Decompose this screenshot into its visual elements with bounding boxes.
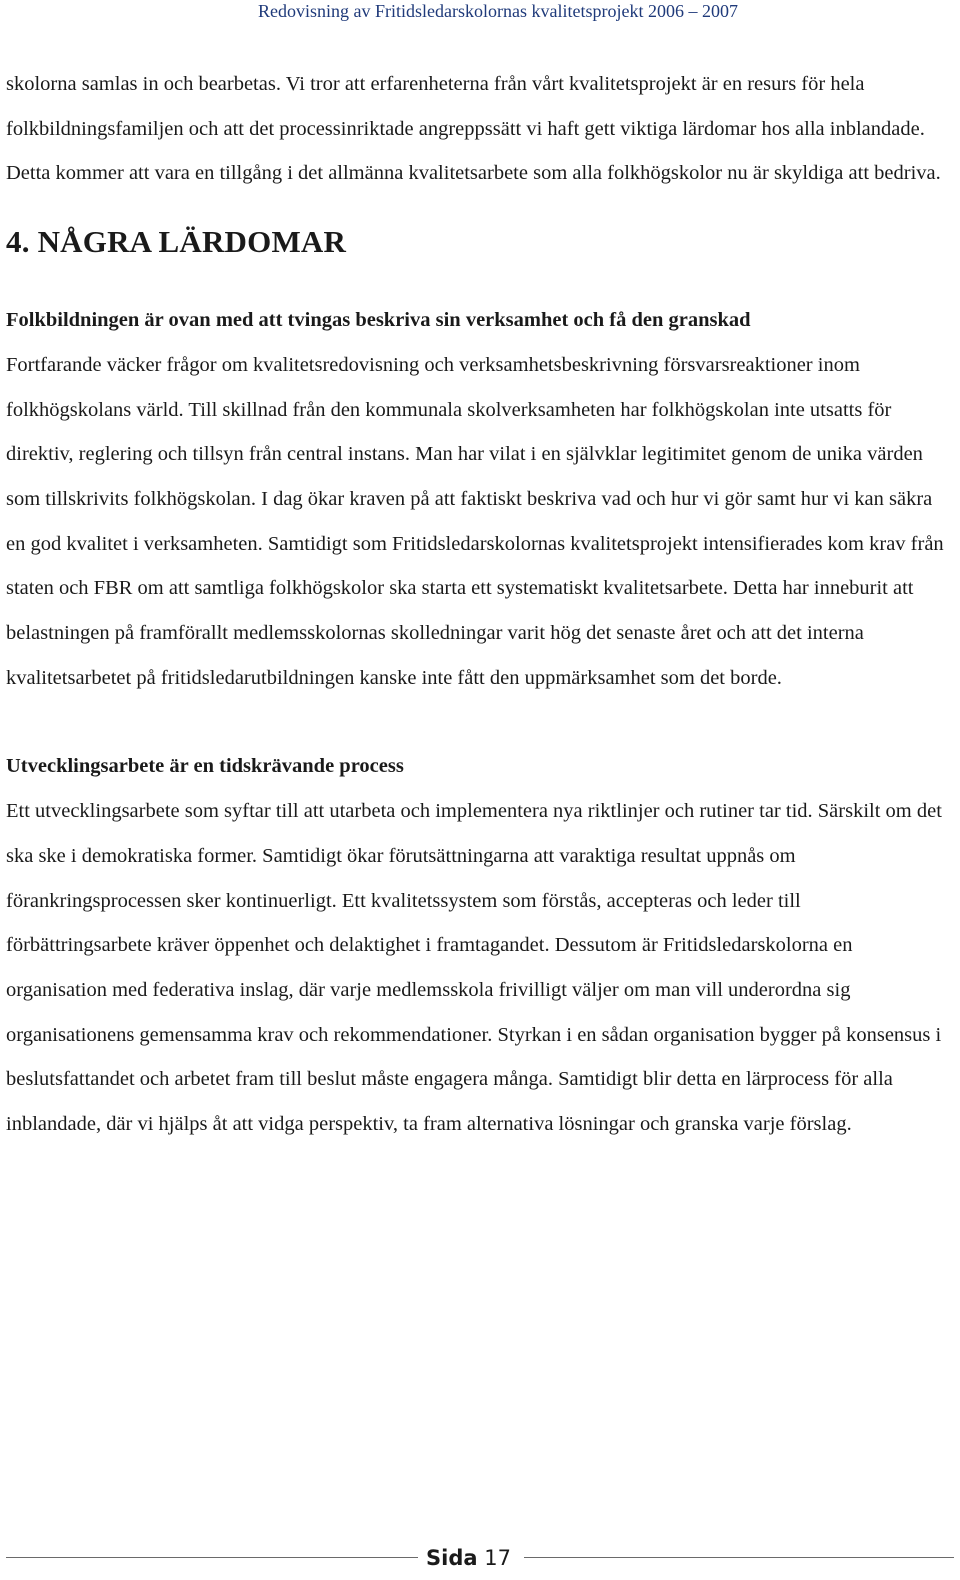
footer-rule-left bbox=[6, 1557, 418, 1558]
footer-rule-right bbox=[524, 1557, 954, 1558]
subsection-body-1: Fortfarande väcker frågor om kvalitetsredovisning och verksamhetsbeskrivning försvarsreaktioner inom folkhögskolans värld. Till skillnad från den kommunala skolverksamheten har folkhögskolan inte utsatts för direktiv, reglering och tillsyn från central instans. Man har vilat i en självklar legitimitet genom de unika värden som tillskrivits folkhögskolan. I dag ökar kraven på att faktiskt beskriva vad och hur vi gör samt hur vi kan säkra en god kvalitet i verksamheten. Samtidigt som Fritidsledarskolornas kvalitetsprojekt intensifierades kom krav från staten och FBR om att samtliga folkhögskolor ska starta ett systematiskt kvalitetsarbete. Detta har inneburit att belastningen på framförallt medlemsskolornas skolledningar varit hög det senaste året och att det interna kvalitetsarbetet på fritidsledarutbildningen kanske inte fått den uppmärksamhet som det borde. bbox=[6, 353, 944, 689]
running-header: Redovisning av Fritidsledarskolornas kvalitetsprojekt 2006 – 2007 bbox=[258, 1, 738, 21]
subsection-heading-2: Utvecklingsarbete är en tidskrävande process bbox=[6, 755, 404, 778]
subsection-body-2: Ett utvecklingsarbete som syftar till att utarbeta och implementera nya riktlinjer och rutiner tar tid. Särskilt om det ska ske i demokratiska former. Samtidigt ökar förutsättningarna att varaktiga resultat uppnås om förankringsprocessen sker kontinuerligt. Ett kvalitetssystem som förstås, accepteras och leder till förbättringsarbete kräver öppenhet och delaktighet i framtagandet. Dessutom är Fritidsledarskolorna en organisation med federativa inslag, där varje medlemsskola frivilligt väljer om man vill underordna sig organisationens gemensamma krav och rekommendationer. Styrkan i en sådan organisation bygger på konsensus i beslutsfattandet och arbetet fram till beslut måste engagera många. Samtidigt blir detta en lärprocess för alla inblandade, där vi hjälps åt att vidga perspektiv, ta fram alternativa lösningar och granska varje förslag. bbox=[6, 800, 942, 1136]
document-body bbox=[6, 62, 946, 1147]
page-footer bbox=[0, 1544, 960, 1572]
subsection-heading-1: Folkbildningen är ovan med att tvingas beskriva sin verksamhet och få den granskad bbox=[6, 309, 751, 332]
page-number-value: 17 bbox=[484, 1546, 511, 1570]
page-label: Sida bbox=[426, 1546, 478, 1570]
intro-paragraph: skolorna samlas in och bearbetas. Vi tror att erfarenheterna från vårt kvalitetsprojekt är en resurs för hela folkbildningsfamiljen och att det processinriktade angreppssätt vi haft gett viktiga lärdomar hos alla inblandade. Detta kommer att vara en tillgång i det allmänna kvalitetsarbete som alla folkhögskolor nu är skyldiga att bedriva. bbox=[6, 73, 941, 185]
page-number bbox=[426, 1544, 511, 1572]
section-heading: 4. NÅGRA LÄRDOMAR bbox=[6, 224, 347, 260]
